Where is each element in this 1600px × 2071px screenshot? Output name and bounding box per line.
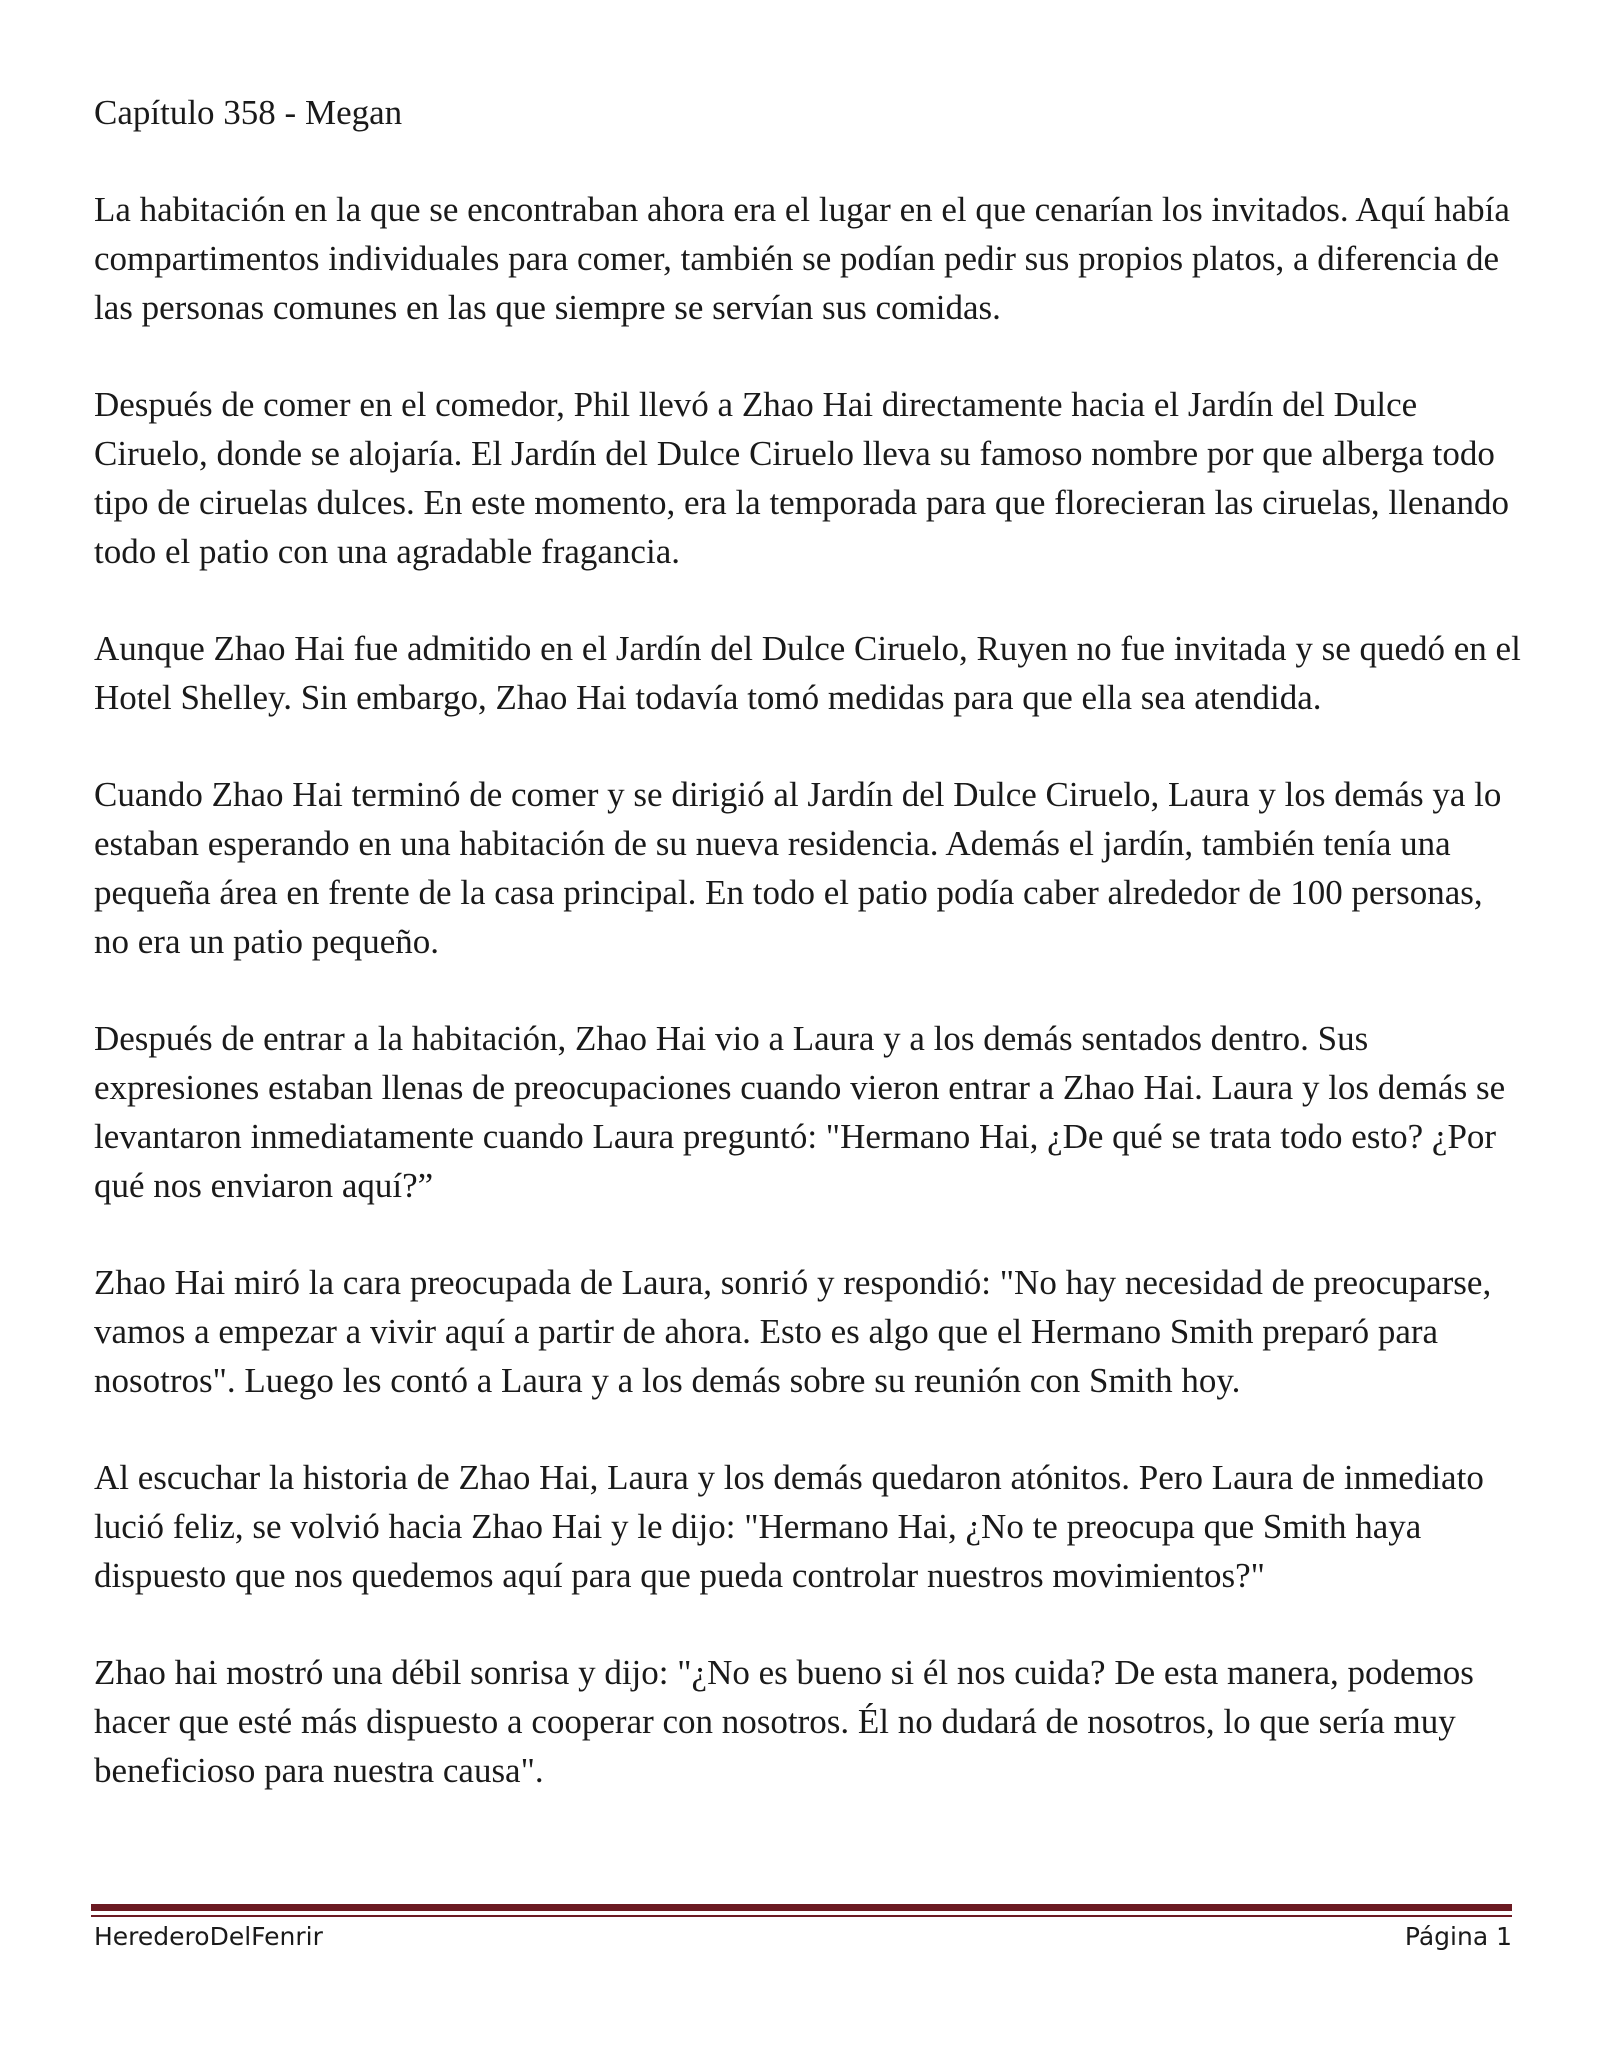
paragraph-7: Al escuchar la historia de Zhao Hai, Laura y los demás quedaron atónitos. Pero Laura de inmediato lució feliz, se volvió hacia Zhao Hai y le dijo: "Hermano Hai, ¿No te preocupa que Smith haya dispuesto que nos quedemos aquí para que pueda controlar nuestros movimientos?" (94, 1458, 1484, 1595)
paragraph-8: Zhao hai mostró una débil sonrisa y dijo: "¿No es bueno si él nos cuida? De esta manera, podemos hacer que esté más dispuesto a cooperar con nosotros. Él no dudará de nosotros, lo que sería muy beneficioso para nuestra causa". (94, 1653, 1474, 1790)
footer-divider-thin (91, 1915, 1512, 1917)
paragraph-5: Después de entrar a la habitación, Zhao Hai vio a Laura y a los demás sentados dentro. Sus expresiones estaban llenas de preocupaciones cuando vieron entrar a Zhao Hai. Laura y los demás se levantaron inmediatamente cuando Laura preguntó: "Hermano Hai, ¿De qué se trata todo esto? ¿Por qué nos enviaron aquí?” (94, 1019, 1506, 1205)
footer-page-number: Página 1 (1404, 1922, 1512, 1951)
document-body (94, 88, 1524, 1843)
footer-divider-thick (91, 1904, 1512, 1911)
paragraph-6: Zhao Hai miró la cara preocupada de Laura, sonrió y respondió: "No hay necesidad de preocuparse, vamos a empezar a vivir aquí a partir de ahora. Esto es algo que el Hermano Smith preparó para nosotros". Luego les contó a Laura y a los demás sobre su reunión con Smith hoy. (94, 1263, 1492, 1400)
paragraph-4: Cuando Zhao Hai terminó de comer y se dirigió al Jardín del Dulce Ciruelo, Laura y los demás ya lo estaban esperando en una habitación de su nueva residencia. Además el jardín, también tenía una pequeña área en frente de la casa principal. En todo el patio podía caber alrededor de 100 personas, no era un patio pequeño. (94, 775, 1502, 961)
chapter-title: Capítulo 358 - Megan (94, 93, 403, 132)
footer-author: HerederoDelFenrir (94, 1922, 323, 1951)
paragraph-2: Después de comer en el comedor, Phil llevó a Zhao Hai directamente hacia el Jardín del Dulce Ciruelo, donde se alojaría. El Jardín del Dulce Ciruelo lleva su famoso nombre por que alberga todo tipo de ciruelas dulces. En este momento, era la temporada para que florecieran las ciruelas, llenando todo el patio con una agradable fragancia. (94, 385, 1509, 571)
paragraph-3: Aunque Zhao Hai fue admitido en el Jardín del Dulce Ciruelo, Ruyen no fue invitada y se quedó en el Hotel Shelley. Sin embargo, Zhao Hai todavía tomó medidas para que ella sea atendida. (94, 629, 1521, 717)
paragraph-1: La habitación en la que se encontraban ahora era el lugar en el que cenarían los invitados. Aquí había compartimentos individuales para comer, también se podían pedir sus propios platos, a diferencia de las personas comunes en las que siempre se servían sus comidas. (94, 190, 1510, 327)
